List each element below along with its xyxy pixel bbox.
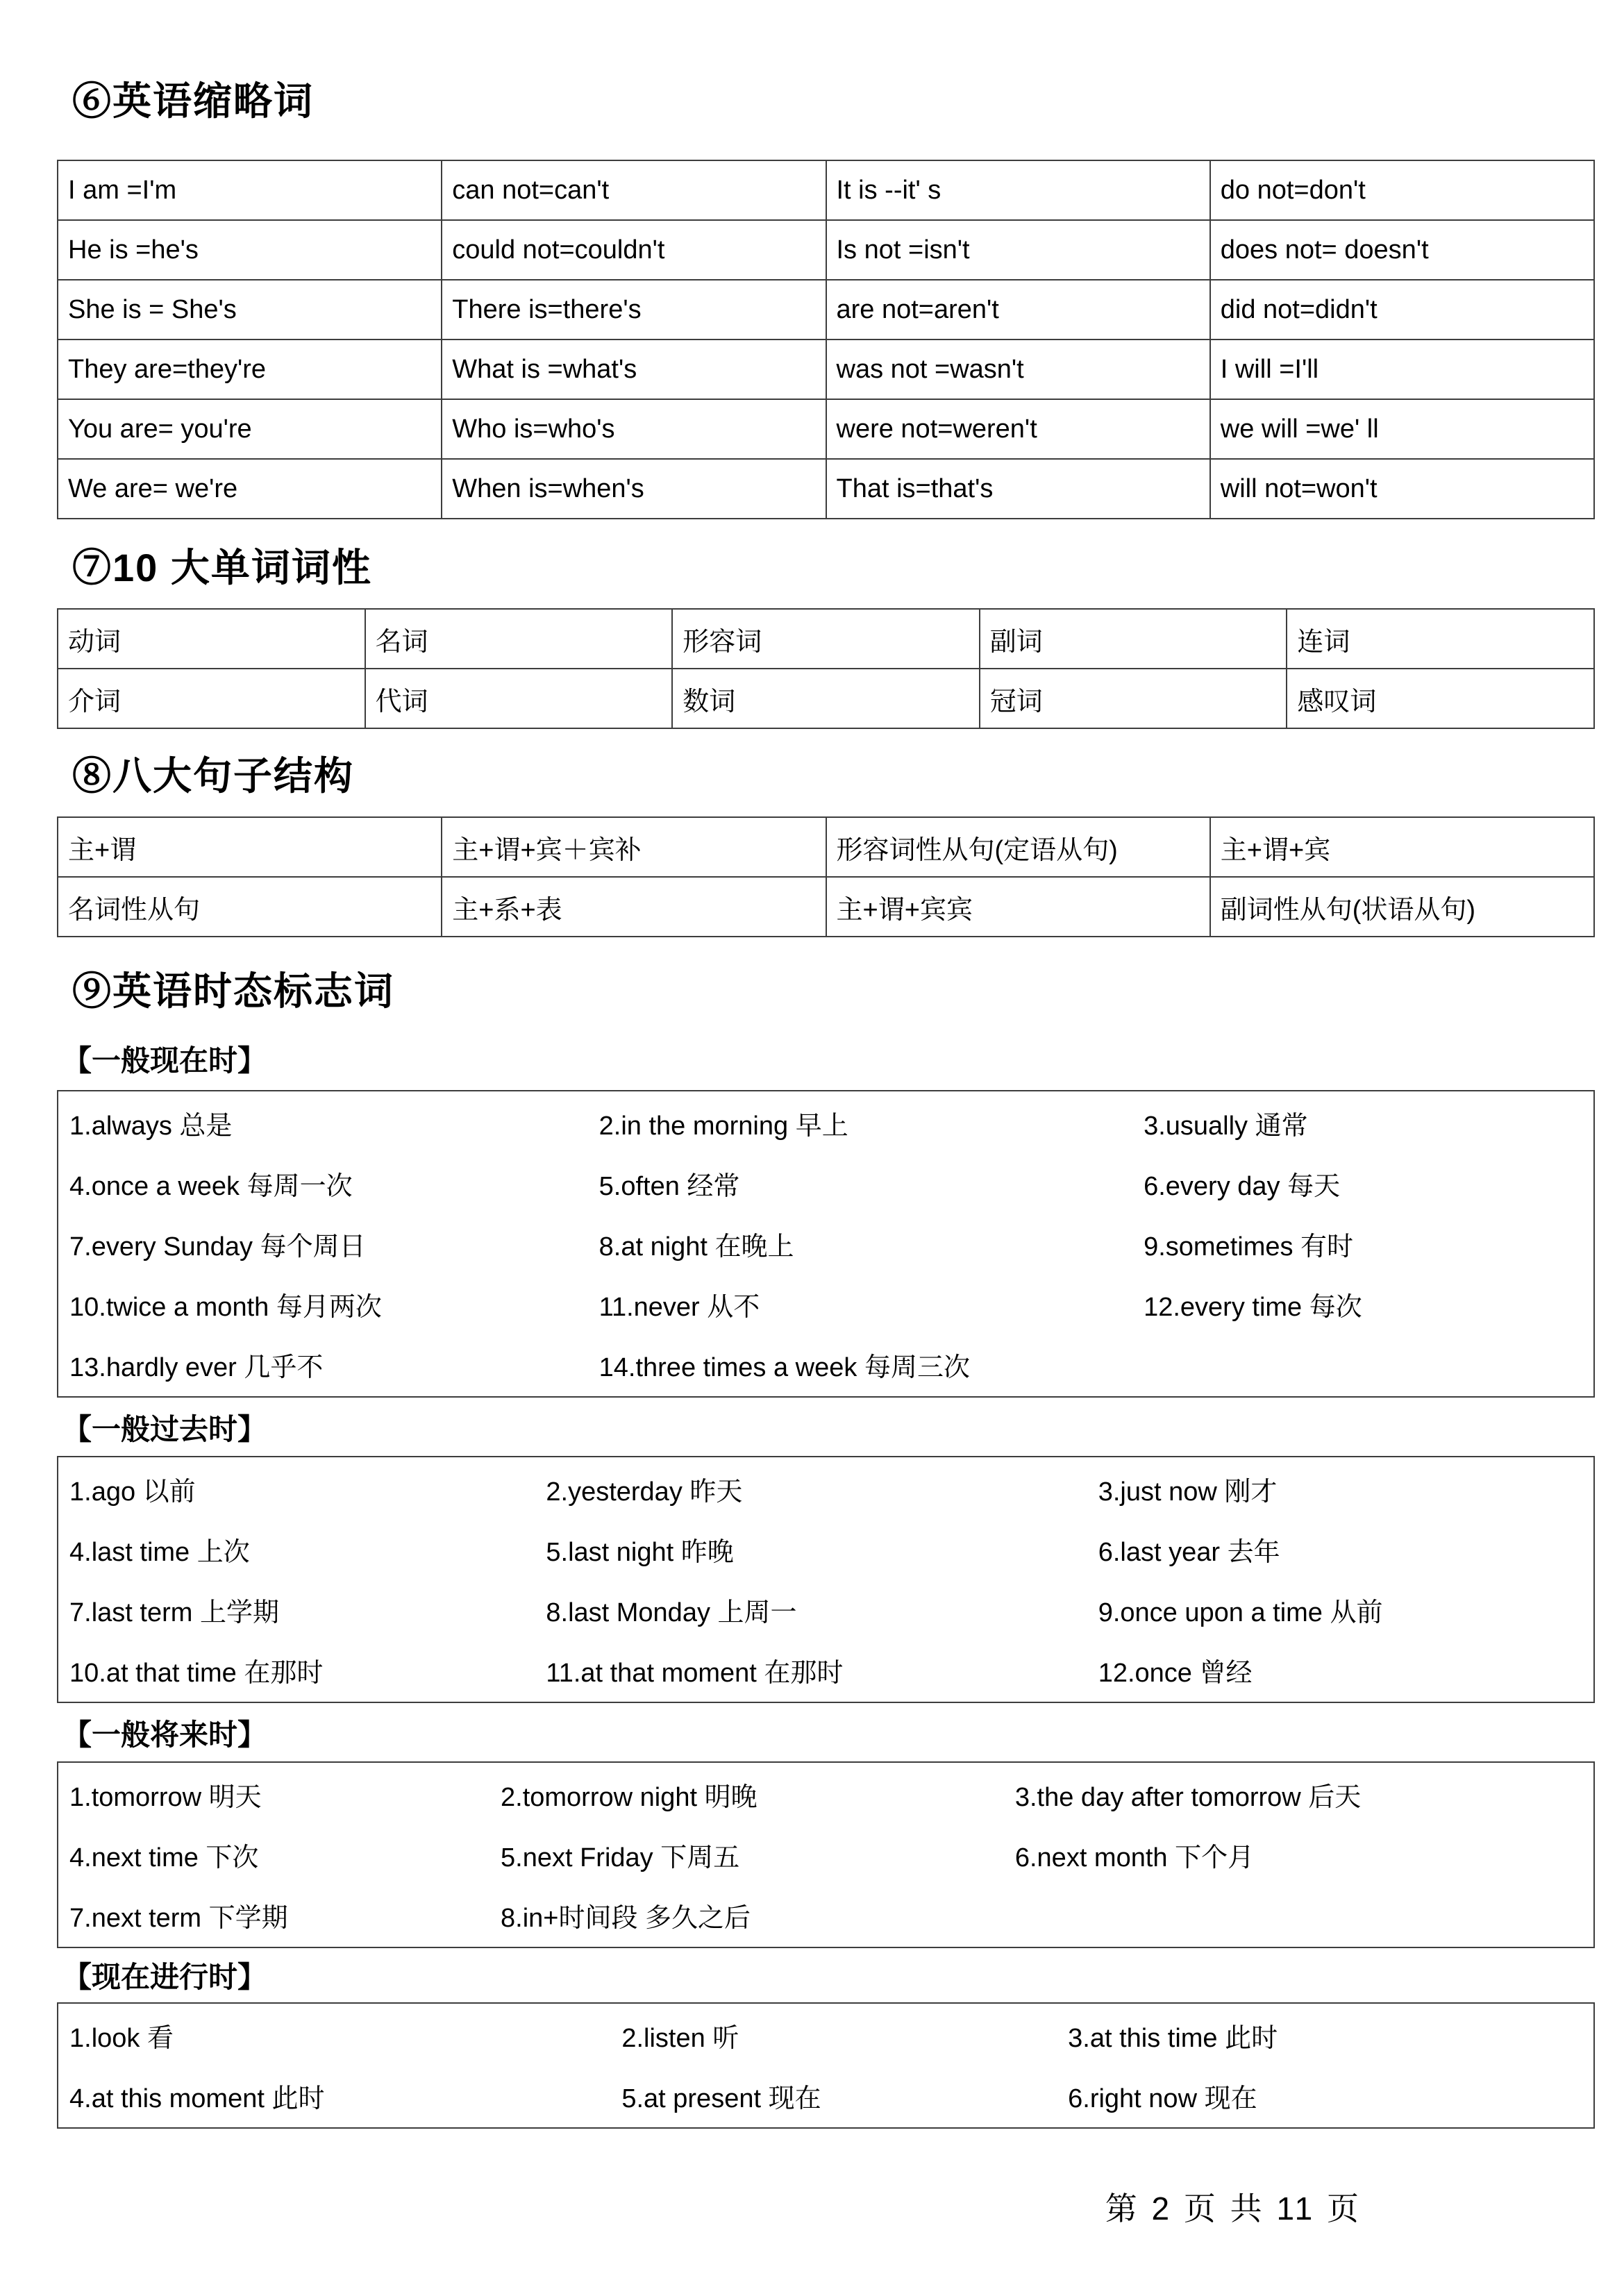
section-title-tense-markers: ⑨英语时态标志词	[72, 969, 394, 1013]
table-cell: 主+谓	[58, 817, 442, 877]
tense-item: 2.in the morning 早上	[598, 1112, 848, 1141]
page-content	[0, 78, 1624, 2129]
table-cell: 副词性从句(状语从句)	[1210, 877, 1594, 937]
tense-item: 1.ago 以前	[69, 1477, 196, 1507]
table-cell: 副词	[980, 609, 1287, 669]
table-cell: 感叹词	[1287, 669, 1594, 728]
future-simple-box	[57, 1761, 1595, 1948]
table-cell: does not= doesn't	[1210, 220, 1594, 280]
subheading-present-continuous: 【现在进行时】	[62, 1961, 267, 1993]
tense-marker-row	[69, 2005, 1582, 2065]
tense-marker-row	[69, 2065, 1582, 2126]
table-cell: can not=can't	[442, 160, 826, 220]
tense-item: 1.tomorrow 明天	[69, 1783, 262, 1812]
page-number: 第 2 页 共 11 页	[1105, 2190, 1362, 2227]
table-row	[58, 609, 1594, 669]
table-cell: 主+系+表	[442, 877, 826, 937]
tense-item: 6.right now 现在	[1068, 2084, 1257, 2113]
table-cell: was not =wasn't	[826, 340, 1210, 399]
tense-marker-row	[69, 1764, 1582, 1825]
table-row	[58, 877, 1594, 937]
tense-item: 12.every time 每次	[1144, 1293, 1362, 1322]
tense-item: 3.the day after tomorrow 后天	[1014, 1783, 1362, 1812]
tense-marker-row	[69, 1334, 1582, 1395]
table-cell: were not=weren't	[826, 399, 1210, 459]
tense-item: 9.sometimes 有时	[1144, 1232, 1354, 1262]
present-simple-box	[57, 1090, 1595, 1398]
table-cell: There is=there's	[442, 280, 826, 340]
tense-item: 4.last time 上次	[69, 1538, 250, 1567]
table-cell: 介词	[58, 669, 365, 728]
table-row	[58, 459, 1594, 519]
tense-item: 6.every day 每天	[1144, 1172, 1341, 1201]
tense-item: 6.last year 去年	[1098, 1538, 1280, 1567]
table-cell: That is=that's	[826, 459, 1210, 519]
tense-item: 11.never 从不	[598, 1293, 760, 1322]
table-cell: we will =we' ll	[1210, 399, 1594, 459]
past-simple-box	[57, 1456, 1595, 1703]
tense-item: 10.at that time 在那时	[69, 1659, 324, 1688]
tense-item: 8.last Monday 上周一	[546, 1598, 797, 1627]
table-cell: 连词	[1287, 609, 1594, 669]
tense-item: 6.next month 下个月	[1014, 1843, 1255, 1872]
table-cell: What is =what's	[442, 340, 826, 399]
table-row	[58, 669, 1594, 728]
tense-item: 1.always 总是	[69, 1112, 233, 1141]
table-cell: are not=aren't	[826, 280, 1210, 340]
tense-marker-row	[69, 1459, 1582, 1519]
tense-item: 5.last night 昨晚	[546, 1538, 734, 1567]
table-cell: 动词	[58, 609, 365, 669]
table-row	[58, 280, 1594, 340]
tense-item: 1.look 看	[69, 2024, 174, 2053]
table-cell: We are= we're	[58, 459, 442, 519]
subheading-past-simple: 【一般过去时】	[62, 1413, 267, 1446]
subheading-future-simple: 【一般将来时】	[62, 1718, 267, 1751]
abbreviations-table	[57, 160, 1595, 519]
tense-item: 7.next term 下学期	[69, 1904, 288, 1933]
table-cell: When is=when's	[442, 459, 826, 519]
tense-item: 4.next time 下次	[69, 1843, 259, 1872]
tense-item: 14.three times a week 每周三次	[598, 1353, 970, 1382]
tense-item: 2.tomorrow night 明晚	[501, 1783, 757, 1812]
table-cell: Is not =isn't	[826, 220, 1210, 280]
table-cell: 主+谓+宾宾	[826, 877, 1210, 937]
table-cell: 形容词性从句(定语从句)	[826, 817, 1210, 877]
tense-item: 2.listen 听	[621, 2024, 739, 2053]
table-cell: It is --it' s	[826, 160, 1210, 220]
section-title-sentence-structures: ⑧八大句子结构	[72, 754, 354, 798]
table-cell: He is =he's	[58, 220, 442, 280]
parts-of-speech-table	[57, 608, 1595, 729]
tense-item: 10.twice a month 每月两次	[69, 1293, 382, 1322]
section-title-abbreviations: ⑥英语缩略词	[72, 79, 314, 123]
subheading-present-simple: 【一般现在时】	[62, 1044, 267, 1077]
table-cell: 代词	[365, 669, 673, 728]
table-cell: 冠词	[980, 669, 1287, 728]
table-cell: 主+谓+宾＋宾补	[442, 817, 826, 877]
tense-item: 3.usually 通常	[1144, 1112, 1308, 1141]
table-cell: will not=won't	[1210, 459, 1594, 519]
table-row	[58, 160, 1594, 220]
tense-marker-row	[69, 1885, 1582, 1945]
table-row	[58, 399, 1594, 459]
table-cell: Who is=who's	[442, 399, 826, 459]
tense-item: 7.last term 上学期	[69, 1598, 279, 1627]
table-row	[58, 340, 1594, 399]
tense-marker-row	[69, 1579, 1582, 1640]
table-row	[58, 220, 1594, 280]
tense-item: 5.at present 现在	[621, 2084, 821, 2113]
tense-marker-row	[69, 1519, 1582, 1579]
tense-marker-row	[69, 1825, 1582, 1885]
tense-marker-row	[69, 1153, 1582, 1214]
tense-item: 13.hardly ever 几乎不	[69, 1353, 324, 1382]
table-cell: did not=didn't	[1210, 280, 1594, 340]
tense-item: 4.once a week 每周一次	[69, 1172, 353, 1201]
tense-marker-row	[69, 1640, 1582, 1700]
present-continuous-box	[57, 2002, 1595, 2129]
table-cell: 名词	[365, 609, 673, 669]
table-cell: They are=they're	[58, 340, 442, 399]
section-title-parts-of-speech: ⑦10 大单词词性	[72, 546, 372, 589]
tense-item: 3.at this time 此时	[1068, 2024, 1278, 2053]
table-cell: 形容词	[672, 609, 980, 669]
table-cell: could not=couldn't	[442, 220, 826, 280]
table-cell: do not=don't	[1210, 160, 1594, 220]
tense-item: 2.yesterday 昨天	[546, 1477, 743, 1507]
table-cell: I am =I'm	[58, 160, 442, 220]
table-cell: 名词性从句	[58, 877, 442, 937]
table-cell: 数词	[672, 669, 980, 728]
tense-item: 4.at this moment 此时	[69, 2084, 325, 2113]
tense-item: 11.at that moment 在那时	[546, 1659, 844, 1688]
sentence-structures-table	[57, 816, 1595, 937]
tense-marker-row	[69, 1214, 1582, 1274]
tense-item: 12.once 曾经	[1098, 1659, 1253, 1688]
tense-item: 9.once upon a time 从前	[1098, 1598, 1383, 1627]
tense-item: 3.just now 刚才	[1098, 1477, 1278, 1507]
table-cell: She is = She's	[58, 280, 442, 340]
tense-item: 5.next Friday 下周五	[501, 1843, 740, 1872]
table-cell: You are= you're	[58, 399, 442, 459]
tense-item: 7.every Sunday 每个周日	[69, 1232, 366, 1262]
tense-marker-row	[69, 1093, 1582, 1153]
table-cell: 主+谓+宾	[1210, 817, 1594, 877]
tense-item: 8.at night 在晚上	[598, 1232, 794, 1262]
table-cell: I will =I'll	[1210, 340, 1594, 399]
tense-item: 8.in+时间段 多久之后	[501, 1904, 751, 1933]
tense-marker-row	[69, 1274, 1582, 1334]
tense-item: 5.often 经常	[598, 1172, 740, 1201]
table-row	[58, 817, 1594, 877]
